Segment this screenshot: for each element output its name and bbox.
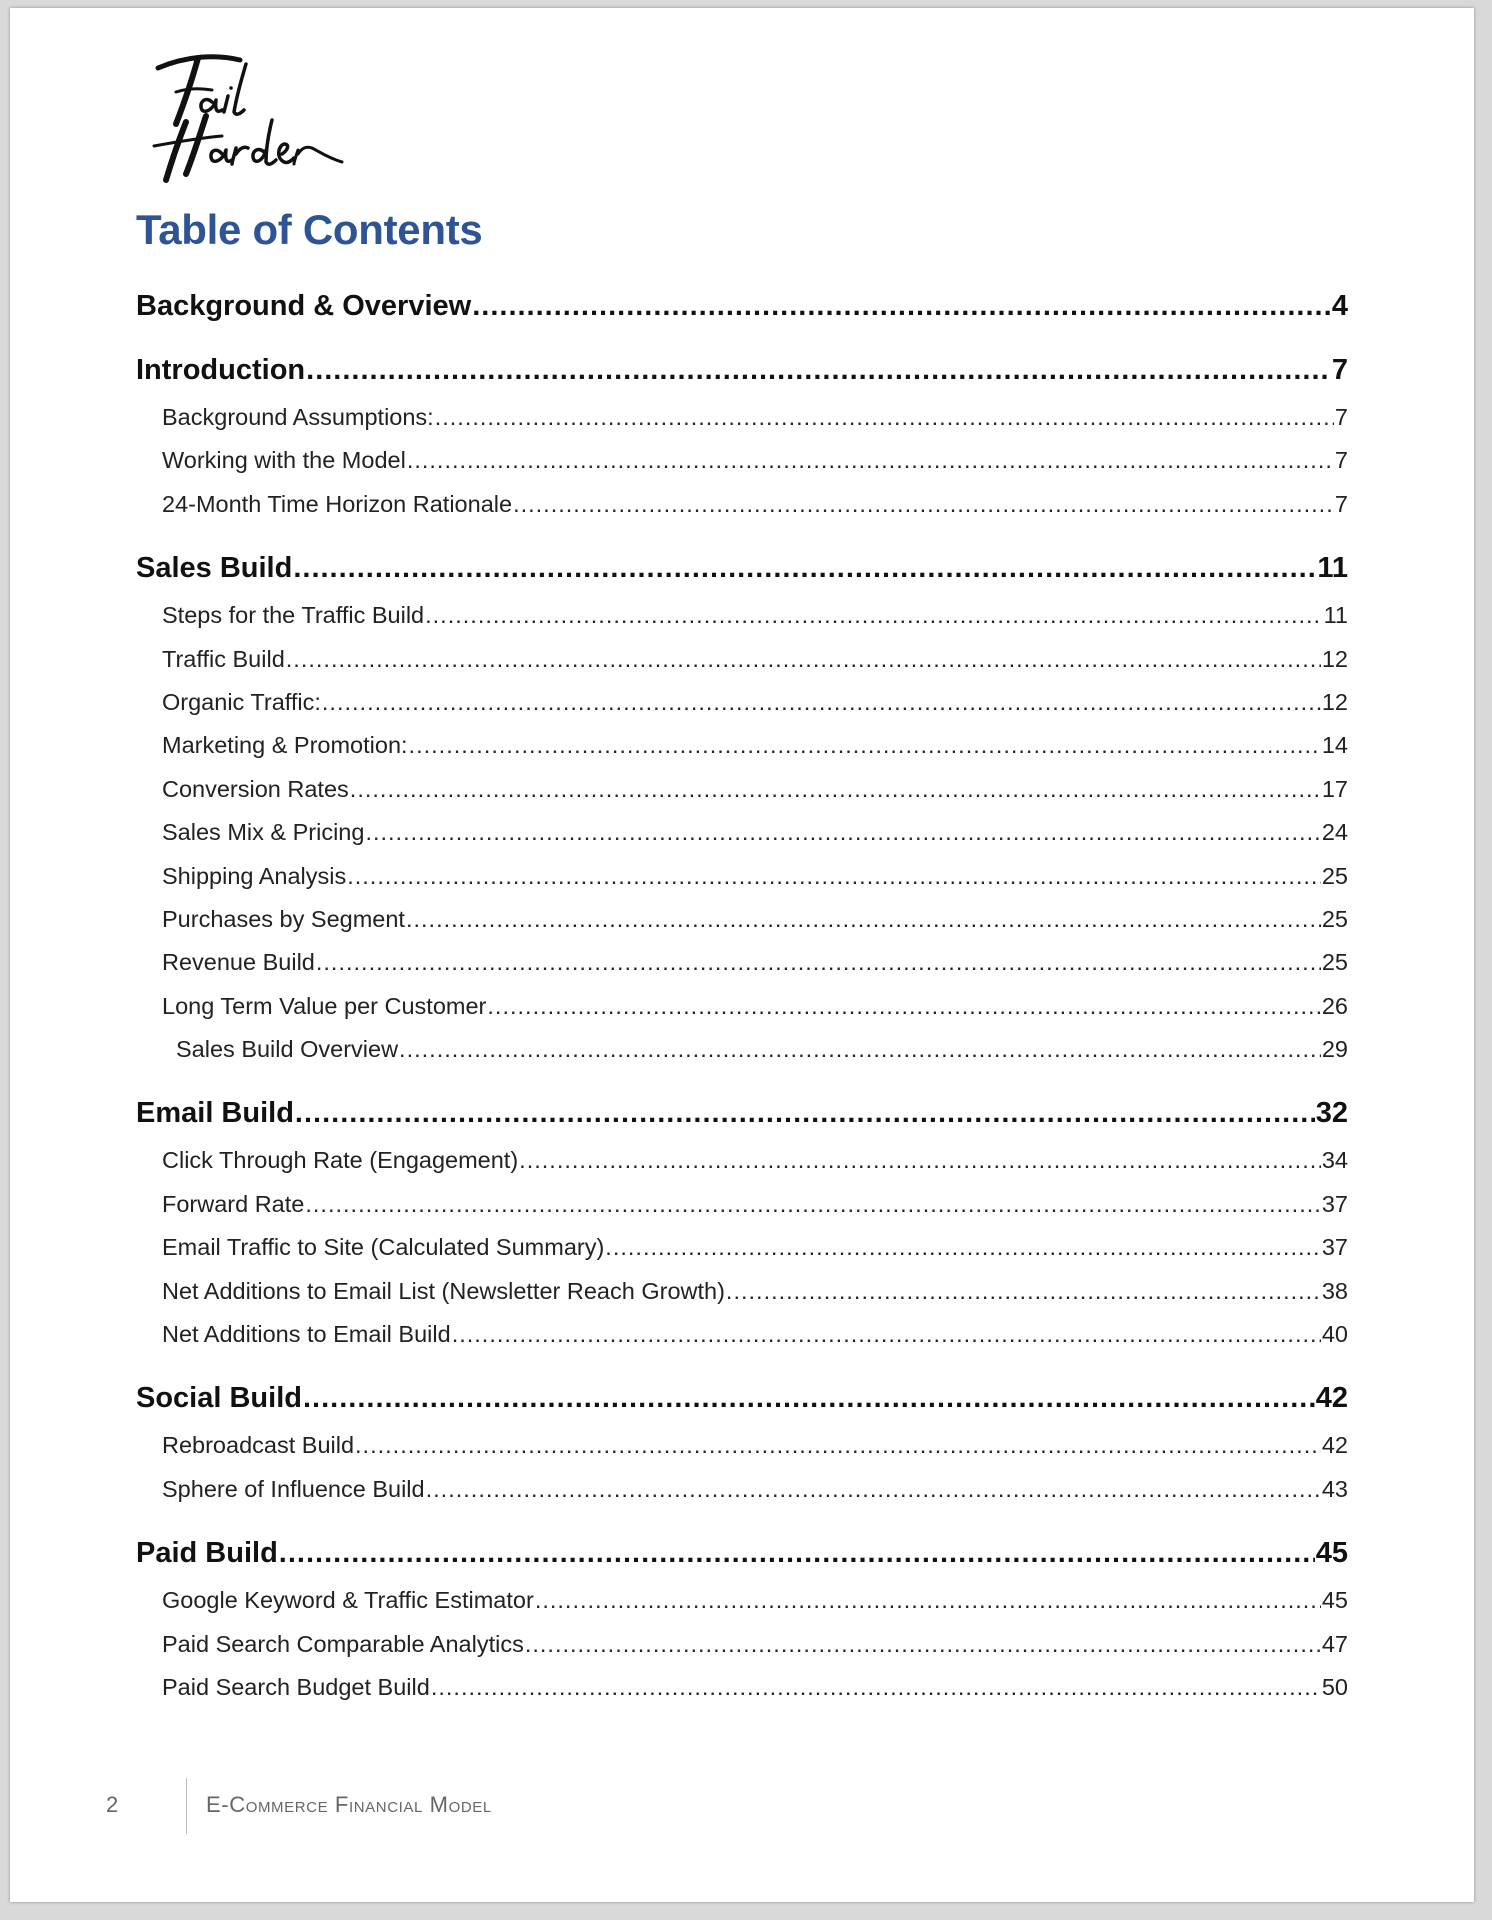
toc-entry-label: Paid Build [136, 1537, 278, 1570]
toc-entry-label: Forward Rate [162, 1190, 305, 1217]
dot-leader [306, 348, 1331, 392]
toc-entry-label: Sphere of Influence Build [162, 1475, 425, 1502]
footer-divider [186, 1778, 187, 1834]
toc-entry[interactable] [136, 1376, 1348, 1420]
toc-section-social-build [136, 1376, 1348, 1511]
toc-page-number: 11 [1323, 602, 1348, 629]
dot-leader [322, 681, 1321, 724]
toc-entry-label: Email Traffic to Site (Calculated Summary) [162, 1234, 605, 1261]
toc-page-number: 26 [1321, 992, 1348, 1019]
toc-entry[interactable] [136, 348, 1348, 392]
toc-page-number: 25 [1321, 949, 1348, 976]
toc-subentry[interactable] [136, 1468, 1348, 1511]
toc-section-sales-build [136, 546, 1348, 1071]
document-page [10, 8, 1474, 1902]
toc-entry[interactable] [136, 546, 1348, 590]
toc-entry-label: Organic Traffic: [162, 688, 321, 715]
toc-page-number: 25 [1321, 905, 1348, 932]
fail-harder-logo [136, 50, 346, 188]
toc-entry-label: Traffic Build [162, 645, 285, 672]
toc-page-number: 34 [1321, 1147, 1348, 1174]
toc-entry[interactable] [136, 1091, 1348, 1135]
toc-page-number: 29 [1321, 1036, 1348, 1063]
toc-page-number: 24 [1321, 819, 1348, 846]
toc-page-number: 37 [1321, 1190, 1348, 1217]
toc-subentry[interactable] [136, 681, 1348, 724]
toc-subentry[interactable] [136, 724, 1348, 767]
dot-leader [406, 898, 1321, 941]
toc-page-number: 4 [1331, 290, 1348, 322]
toc-page-number: 12 [1321, 645, 1348, 672]
toc-page-number: 40 [1321, 1321, 1348, 1348]
toc-entry-label: Steps for the Traffic Build [162, 602, 425, 629]
toc-page-number: 7 [1334, 404, 1348, 430]
toc-entry-label: Social Build [136, 1382, 302, 1415]
dot-leader [409, 724, 1321, 767]
toc-page-number: 7 [1331, 354, 1348, 386]
dot-leader [431, 1666, 1321, 1709]
dot-leader [452, 1313, 1321, 1356]
toc-page-number: 47 [1321, 1630, 1348, 1657]
toc-subentry[interactable] [136, 1139, 1348, 1182]
dot-leader [426, 1468, 1321, 1511]
toc-section-paid-build [136, 1531, 1348, 1709]
table-of-contents [136, 284, 1348, 1709]
toc-entry-label: Background Assumptions: [162, 404, 434, 430]
toc-entry-label: Google Keyword & Traffic Estimator [162, 1587, 534, 1614]
toc-page-number: 14 [1321, 732, 1348, 759]
toc-entry-label: Conversion Rates [162, 775, 349, 802]
toc-subentry[interactable] [136, 811, 1348, 854]
dot-leader [295, 1091, 1315, 1135]
toc-entry-label: Shipping Analysis [162, 862, 347, 889]
toc-entry-label: Long Term Value per Customer [162, 992, 487, 1019]
dot-leader [513, 483, 1334, 526]
toc-entry-label: Revenue Build [162, 949, 315, 976]
toc-entry-label: Rebroadcast Build [162, 1432, 355, 1459]
toc-page-number: 25 [1321, 862, 1348, 889]
toc-subentry[interactable] [136, 638, 1348, 681]
toc-entry[interactable] [136, 284, 1348, 328]
toc-entry-label: 24-Month Time Horizon Rationale [162, 490, 513, 517]
toc-page-number: 17 [1321, 775, 1348, 802]
toc-entry-label: Paid Search Comparable Analytics [162, 1630, 524, 1657]
toc-page-number: 37 [1321, 1234, 1348, 1261]
footer-page-number: 2 [106, 1792, 119, 1817]
toc-subentry[interactable] [136, 1183, 1348, 1226]
dot-leader [399, 1028, 1321, 1071]
toc-entry-label: Introduction [136, 354, 306, 386]
toc-page-number: 42 [1315, 1382, 1348, 1415]
dot-leader [407, 439, 1334, 482]
dot-leader [305, 1183, 1321, 1226]
toc-subentry[interactable] [136, 1226, 1348, 1269]
toc-section-background-overview [136, 284, 1348, 328]
dot-leader [293, 546, 1316, 590]
toc-entry-label: Sales Build Overview [176, 1036, 399, 1063]
toc-entry[interactable] [136, 1531, 1348, 1575]
toc-entry-label: Net Additions to Email Build [162, 1321, 451, 1348]
toc-subentry[interactable] [136, 1623, 1348, 1666]
footer-document-title: E-Commerce Financial Model [206, 1792, 492, 1817]
toc-entry-label: Sales Build [136, 552, 293, 585]
toc-page-number: 50 [1321, 1673, 1348, 1700]
dot-leader [347, 855, 1321, 898]
toc-page-number: 45 [1321, 1587, 1348, 1614]
toc-entry-label: Purchases by Segment [162, 905, 405, 932]
toc-entry-label: Email Build [136, 1097, 294, 1130]
toc-subentry[interactable] [136, 439, 1348, 482]
toc-page-number: 7 [1334, 490, 1348, 517]
toc-subentry[interactable] [136, 1579, 1348, 1622]
dot-leader [605, 1226, 1321, 1269]
dot-leader [279, 1531, 1315, 1575]
toc-page-number: 42 [1321, 1432, 1348, 1459]
dot-leader [286, 638, 1321, 681]
toc-subentry[interactable] [136, 898, 1348, 941]
dot-leader [535, 1579, 1321, 1622]
toc-page-number: 12 [1321, 688, 1348, 715]
page-title: Table of Contents [136, 206, 483, 253]
dot-leader [487, 985, 1320, 1028]
toc-page-number: 43 [1321, 1475, 1348, 1502]
toc-subentry[interactable] [136, 941, 1348, 984]
dot-leader [303, 1376, 1315, 1420]
toc-entry-label: Working with the Model [162, 447, 406, 474]
dot-leader [726, 1270, 1321, 1313]
dot-leader [519, 1139, 1321, 1182]
toc-section-email-build [136, 1091, 1348, 1356]
toc-entry-label: Sales Mix & Pricing [162, 819, 365, 846]
toc-subentry[interactable] [136, 483, 1348, 526]
toc-page-number: 32 [1315, 1097, 1348, 1130]
toc-subentry[interactable] [136, 396, 1348, 439]
toc-page-number: 38 [1321, 1277, 1348, 1304]
toc-entry-label: Marketing & Promotion: [162, 732, 408, 759]
toc-entry-label: Paid Search Budget Build [162, 1673, 430, 1700]
dot-leader [355, 1424, 1321, 1467]
toc-section-introduction [136, 348, 1348, 526]
toc-subentry[interactable] [136, 768, 1348, 811]
dot-leader [472, 284, 1331, 328]
toc-entry-label: Background & Overview [136, 290, 472, 322]
dot-leader [316, 941, 1321, 984]
toc-entry-label: Net Additions to Email List (Newsletter Reach Growth) [162, 1277, 725, 1304]
dot-leader [435, 396, 1334, 439]
toc-subentry[interactable] [136, 1313, 1348, 1356]
toc-page-number: 45 [1315, 1537, 1348, 1570]
toc-subentry[interactable] [136, 594, 1348, 637]
dot-leader [350, 768, 1321, 811]
toc-page-number: 11 [1317, 552, 1348, 585]
toc-page-number: 7 [1334, 447, 1348, 474]
toc-subentry[interactable] [136, 985, 1348, 1028]
toc-subentry[interactable] [136, 1270, 1348, 1313]
toc-subentry[interactable] [136, 1666, 1348, 1709]
dot-leader [425, 594, 1322, 637]
toc-entry-label: Click Through Rate (Engagement) [162, 1147, 519, 1174]
dot-leader [525, 1623, 1321, 1666]
toc-subentry[interactable] [136, 855, 1348, 898]
dot-leader [365, 811, 1320, 854]
toc-subentry[interactable] [136, 1424, 1348, 1467]
toc-subsubentry[interactable] [136, 1028, 1348, 1071]
